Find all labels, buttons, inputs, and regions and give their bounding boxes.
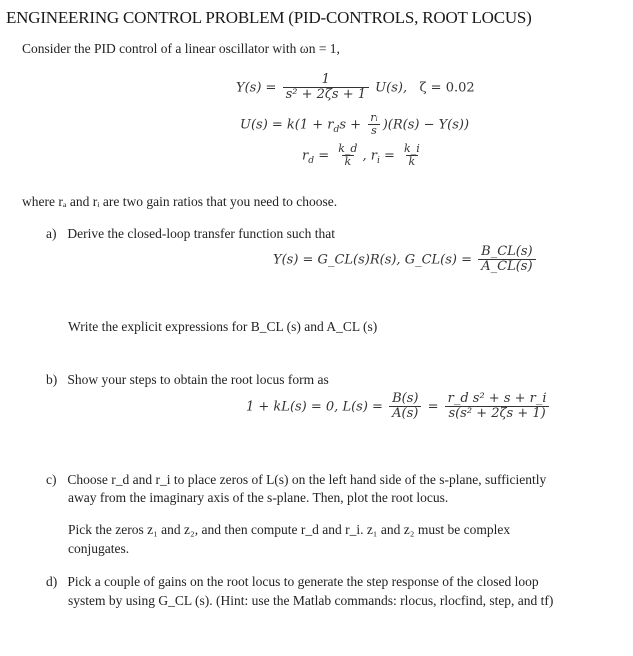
document-title: ENGINEERING CONTROL PROBLEM (PID-CONTROLS, ROOT LOCUS) [6,8,532,27]
closed-loop-lhs: Y(s) = G_CL(s)R(s), G_CL(s) = [273,252,473,268]
k-denominator: k [342,155,355,169]
plant-numerator: 1 [321,72,330,87]
part-c-line2: away from the imaginary axis of the s-plane. Then, plot the root locus. [68,490,449,505]
part-d-line2: system by using G_CL (s). (Hint: use the Matlab commands: rlocus, rlocfind, step, and tf) [68,593,554,608]
ri-fraction [401,143,423,169]
bcl-numerator: B_CL(s) [481,244,533,259]
part-c-line4: conjugates. [68,541,130,556]
acl-denominator: A_CL(s) [478,259,535,275]
root-locus-lhs: 1 + kL(s) = 0, L(s) = [246,399,383,415]
ratio-definitions [302,143,425,169]
part-a-followup: Write the explicit expressions for B_CL (s) and A_CL (s) [68,319,378,334]
plant-fraction [283,73,369,103]
part-a-label: a) [46,226,57,241]
rd-sub: d [308,155,315,166]
ri-numerator: rᵢ [370,111,378,124]
zeta-value: ζ = 0.02 [419,80,475,96]
part-a-text: Derive the closed-loop transfer function such that [67,226,336,241]
plant-equation [236,73,475,103]
part-c-line3: Pick the zeros z₁ and z₂, and then compute r_d and r_i. z₁ and z₂ must be complex [68,522,511,537]
control-part-a: U(s) = k(1 + r [240,117,334,133]
part-d-text-1: Pick a couple of gains on the root locus to generate the step response of the closed loop [67,574,539,589]
closed-loop-equation [273,245,538,275]
intro-text: Consider the PID control of a linear oscillator with ωn = 1, [22,41,340,56]
control-part-c: )(R(s) − Y(s)) [382,117,470,133]
ri-symbol: , r [362,148,377,164]
rd-fraction [335,143,360,169]
equals-sign: = [427,399,439,415]
ri-equals: = [384,148,395,164]
ri-over-s-fraction [367,112,380,138]
plant-lhs: Y(s) = [236,80,277,96]
part-c-label: c) [46,472,57,487]
part-d-line1 [46,574,539,590]
control-sub-d: d [333,124,340,135]
ri-sub: i [376,155,380,166]
control-part-b: s + [339,117,362,133]
rd-symbol: r [302,148,309,164]
b-numerator: B(s) [392,391,419,406]
control-law-equation [240,112,469,138]
part-b-prompt [46,372,329,388]
part-c-text-1: Choose r_d and r_i to place zeros of L(s) on the left hand side of the s-plane, sufficiently [67,472,547,487]
closed-loop-fraction [478,245,535,275]
part-a-prompt [46,226,335,242]
part-d-label: d) [46,574,58,589]
loop-transfer-fraction [445,392,550,422]
s-denominator: s [368,124,380,138]
plant-denominator: s² + 2ζs + 1 [283,87,369,103]
plant-rhs: U(s), [375,80,408,96]
rd-equals: = [318,148,330,164]
root-locus-equation [246,392,552,422]
where-text: where rₐ and rᵢ are two gain ratios that you need to choose. [22,194,338,209]
k-denominator-2: k [406,155,419,169]
part-b-label: b) [46,372,58,387]
loop-numerator: r_d s² + s + r_i [447,391,547,406]
ki-numerator: k_i [404,142,420,155]
loop-denominator: s(s² + 2ζs + 1) [445,406,548,422]
part-c-line1 [46,472,546,488]
b-over-a-fraction [389,392,421,422]
a-denominator: A(s) [389,406,421,422]
part-b-text: Show your steps to obtain the root locus form as [67,372,329,387]
kd-numerator: k_d [338,142,358,155]
